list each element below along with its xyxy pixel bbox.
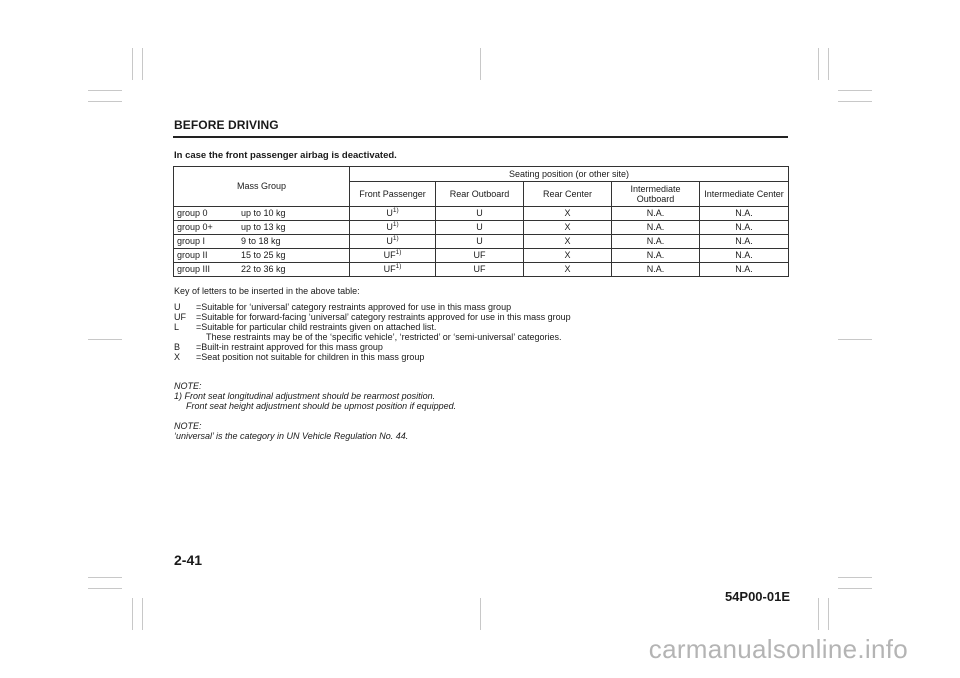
key-item [174, 322, 794, 332]
rear-outboard-cell: U [436, 235, 524, 249]
group-mass: 9 to 18 kg [241, 236, 281, 246]
table-row [174, 249, 789, 263]
group-name: group 0 [177, 208, 208, 218]
group-mass: up to 10 kg [241, 208, 286, 218]
rear-center-cell: X [524, 207, 612, 221]
rear-outboard-cell: UF [436, 249, 524, 263]
mass-group-cell [174, 235, 350, 249]
intermediate-center-cell: N.A. [700, 207, 789, 221]
key-item [174, 312, 794, 322]
section-title: BEFORE DRIVING [174, 118, 279, 132]
cell-value: U [386, 208, 393, 218]
key-desc: =Suitable for ‘universal’ category restraints approved for use in this mass group [196, 302, 512, 312]
front-passenger-cell [350, 263, 436, 277]
front-passenger-cell [350, 207, 436, 221]
crop-mark [88, 101, 122, 102]
front-passenger-cell [350, 249, 436, 263]
intermediate-center-cell: N.A. [700, 263, 789, 277]
mass-group-cell [174, 221, 350, 235]
crop-mark [132, 48, 133, 80]
crop-mark [838, 90, 872, 91]
key-item [174, 302, 794, 312]
crop-mark [818, 48, 819, 80]
intermediate-outboard-cell: N.A. [612, 235, 700, 249]
group-mass: up to 13 kg [241, 222, 286, 232]
crop-mark [142, 48, 143, 80]
note-label: NOTE: [174, 381, 202, 391]
crop-mark [818, 598, 819, 630]
table-row [174, 221, 789, 235]
crop-mark [88, 339, 122, 340]
crop-mark [88, 577, 122, 578]
front-passenger-cell [350, 235, 436, 249]
key-code: U [174, 302, 181, 312]
rear-center-cell: X [524, 221, 612, 235]
group-name: group II [177, 250, 208, 260]
column-header: Rear Center [524, 182, 612, 207]
rear-outboard-cell: U [436, 221, 524, 235]
key-item-continuation [174, 332, 794, 342]
intermediate-center-cell: N.A. [700, 235, 789, 249]
group-mass: 15 to 25 kg [241, 250, 286, 260]
crop-mark [480, 598, 481, 630]
intermediate-outboard-cell: N.A. [612, 263, 700, 277]
note-label: NOTE: [174, 421, 202, 431]
column-header: Rear Outboard [436, 182, 524, 207]
footnote-ref: 1) [392, 221, 399, 228]
group-name: group I [177, 236, 206, 246]
seating-table [173, 166, 789, 277]
column-header: Intermediate Center [700, 182, 789, 207]
crop-mark [838, 339, 872, 340]
key-desc: =Seat position not suitable for children in this mass group [196, 352, 425, 362]
front-passenger-cell [350, 221, 436, 235]
key-code: UF [174, 312, 186, 322]
crop-mark [142, 598, 143, 630]
table-row [174, 263, 789, 277]
key-legend [174, 286, 794, 362]
key-intro: Key of letters to be inserted in the above table: [174, 286, 360, 296]
crop-mark [828, 598, 829, 630]
key-item [174, 352, 794, 362]
key-code: L [174, 322, 180, 332]
cell-value: UF [383, 250, 396, 260]
note-line: 1) Front seat longitudinal adjustment should be rearmost position. [174, 391, 436, 401]
crop-mark [838, 577, 872, 578]
key-code: B [174, 342, 181, 352]
document-code: 54P00-01E [724, 589, 790, 604]
mass-group-cell [174, 207, 350, 221]
cell-value: UF [383, 264, 396, 274]
mass-group-cell [174, 249, 350, 263]
table-row [174, 235, 789, 249]
rear-outboard-cell: U [436, 207, 524, 221]
footnote-ref: 1) [392, 207, 399, 214]
notes-block [174, 381, 794, 441]
crop-mark [838, 588, 872, 589]
footnote-ref: 1) [392, 235, 399, 242]
intermediate-outboard-cell: N.A. [612, 207, 700, 221]
intermediate-center-cell: N.A. [700, 221, 789, 235]
seating-position-header: Seating position (or other site) [350, 167, 789, 182]
intermediate-outboard-cell: N.A. [612, 221, 700, 235]
rear-outboard-cell: UF [436, 263, 524, 277]
rear-center-cell: X [524, 249, 612, 263]
rear-center-cell: X [524, 235, 612, 249]
crop-mark [828, 48, 829, 80]
key-code: X [174, 352, 181, 362]
column-header: Intermediate Outboard [612, 182, 700, 207]
header-rule [173, 136, 788, 138]
group-name: group III [177, 264, 211, 274]
crop-mark [88, 90, 122, 91]
page-number: 2-41 [174, 552, 203, 568]
group-name: group 0+ [177, 222, 213, 232]
table-row [174, 207, 789, 221]
footnote-ref: 1) [395, 249, 402, 256]
mass-group-header: Mass Group [174, 167, 350, 207]
note-line: Front seat height adjustment should be upmost position if equipped. [186, 401, 457, 411]
cell-value: U [386, 236, 393, 246]
footnote-ref: 1) [395, 263, 402, 270]
column-header: Front Passenger [350, 182, 436, 207]
intermediate-outboard-cell: N.A. [612, 249, 700, 263]
crop-mark [480, 48, 481, 80]
intro-text: In case the front passenger airbag is deactivated. [174, 150, 397, 161]
crop-mark [132, 598, 133, 630]
intermediate-center-cell: N.A. [700, 249, 789, 263]
mass-group-cell [174, 263, 350, 277]
rear-center-cell: X [524, 263, 612, 277]
watermark: carmanualsonline.info [648, 634, 908, 664]
group-mass: 22 to 36 kg [241, 264, 286, 274]
crop-mark [88, 588, 122, 589]
key-desc: =Built-in restraint approved for this mass group [196, 342, 383, 352]
cell-value: U [386, 222, 393, 232]
key-desc: =Suitable for forward-facing ‘universal’ category restraints approved for use in this mass group [196, 312, 571, 322]
crop-mark [838, 101, 872, 102]
key-desc: =Suitable for particular child restraints given on attached list. [196, 322, 437, 332]
note-line: ‘universal’ is the category in UN Vehicle Regulation No. 44. [174, 431, 409, 441]
key-item [174, 342, 794, 352]
key-desc: These restraints may be of the ‘specific vehicle’, ‘restricted’ or ‘semi-universal’ categories. [206, 332, 562, 342]
